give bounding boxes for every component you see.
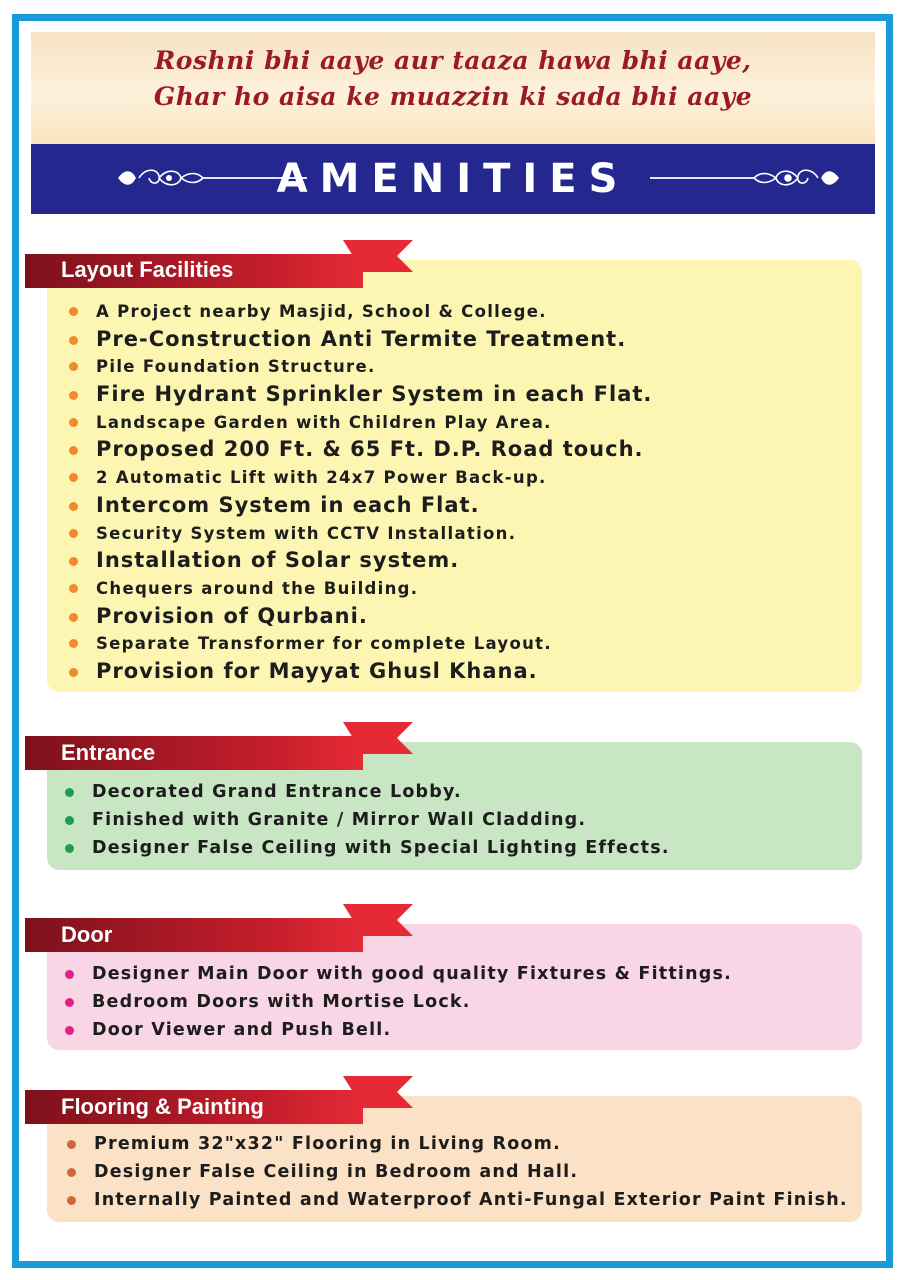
door-list (92, 960, 732, 1044)
list-item-text: 2 Automatic Lift with 24x7 Power Back-up. (96, 468, 547, 488)
list-item-text: Premium 32"x32" Flooring in Living Room. (94, 1134, 561, 1154)
list-item-text: Chequers around the Building. (96, 578, 419, 598)
bullet-icon (65, 970, 74, 979)
list-item (94, 1158, 848, 1186)
list-item-text: Intercom System in each Flat. (96, 492, 480, 517)
list-item (92, 960, 732, 988)
flooring-painting-heading: Flooring & Painting (61, 1094, 264, 1119)
list-item (96, 575, 652, 603)
layout-facilities-heading: Layout Facilities (61, 257, 234, 282)
list-item (96, 630, 652, 658)
quote-line-2: Ghar ho aisa ke muazzin ki sada bhi aaye (153, 82, 753, 111)
list-item-text: A Project nearby Masjid, School & College. (96, 302, 547, 321)
list-item (94, 1186, 848, 1214)
ornament-right-icon (646, 162, 846, 194)
bullet-icon (67, 1196, 76, 1205)
list-item (96, 520, 652, 548)
list-item (92, 834, 670, 862)
list-item-text: Designer Main Door with good quality Fixtures & Fittings. (92, 964, 732, 984)
bullet-icon (65, 844, 74, 853)
bullet-icon (69, 391, 78, 400)
quote-line-1: Roshni bhi aaye aur taaza hawa bhi aaye, (154, 46, 752, 75)
list-item (96, 409, 652, 437)
bullet-icon (65, 998, 74, 1007)
list-item-text: Provision of Qurbani. (96, 603, 368, 628)
entrance-list (92, 778, 670, 862)
list-item (96, 381, 652, 409)
bullet-icon (69, 613, 78, 622)
list-item-text: Designer False Ceiling with Special Lighting Effects. (92, 838, 670, 858)
title-banner (31, 144, 875, 214)
amenities-title: AMENITIES (276, 156, 630, 202)
door-ribbon (25, 904, 420, 954)
list-item-text: Pre-Construction Anti Termite Treatment. (96, 326, 627, 351)
list-item-text: Proposed 200 Ft. & 65 Ft. D.P. Road touch. (96, 437, 644, 462)
list-item-text: Separate Transformer for complete Layout. (96, 634, 552, 654)
layout-facilities-ribbon (25, 240, 420, 290)
list-item-text: Finished with Granite / Mirror Wall Cladding. (92, 810, 587, 830)
list-item (92, 988, 732, 1016)
bullet-icon (65, 816, 74, 825)
bullet-icon (67, 1140, 76, 1149)
list-item-text: Decorated Grand Entrance Lobby. (92, 782, 462, 802)
bullet-icon (69, 336, 78, 345)
list-item-text: Provision for Mayyat Ghusl Khana. (96, 658, 538, 683)
bullet-icon (69, 668, 78, 677)
flooring-painting-list (94, 1130, 848, 1214)
list-item (96, 298, 652, 326)
list-item (96, 353, 652, 381)
bullet-icon (69, 418, 78, 427)
entrance-heading: Entrance (61, 740, 156, 765)
list-item-text: Landscape Garden with Children Play Area. (96, 412, 552, 432)
bullet-icon (69, 529, 78, 538)
flooring-painting-ribbon (25, 1076, 420, 1126)
list-item-text: Fire Hydrant Sprinkler System in each Flat. (96, 382, 653, 407)
bullet-icon (65, 1026, 74, 1035)
list-item (94, 1130, 848, 1158)
layout-facilities-list (96, 298, 652, 686)
list-item-text: Bedroom Doors with Mortise Lock. (92, 992, 471, 1012)
entrance-ribbon (25, 722, 420, 772)
list-item-text: Designer False Ceiling in Bedroom and Hall. (94, 1162, 579, 1182)
list-item (96, 603, 652, 631)
bullet-icon (69, 502, 78, 511)
list-item-text: Installation of Solar system. (96, 548, 460, 573)
bullet-icon (65, 788, 74, 797)
list-item (96, 464, 652, 492)
list-item-text: Internally Painted and Waterproof Anti-Fungal Exterior Paint Finish. (94, 1190, 848, 1210)
list-item (96, 436, 652, 464)
bullet-icon (69, 307, 78, 316)
quote-banner (31, 32, 875, 144)
list-item (96, 547, 652, 575)
list-item (92, 778, 670, 806)
door-heading: Door (61, 922, 113, 947)
list-item (92, 806, 670, 834)
list-item-text: Pile Foundation Structure. (96, 357, 376, 377)
list-item (96, 658, 652, 686)
list-item (96, 492, 652, 520)
list-item-text: Door Viewer and Push Bell. (92, 1020, 392, 1040)
list-item (96, 326, 652, 354)
list-item (92, 1016, 732, 1044)
bullet-icon (67, 1168, 76, 1177)
list-item-text: Security System with CCTV Installation. (96, 523, 517, 543)
bullet-icon (69, 584, 78, 593)
